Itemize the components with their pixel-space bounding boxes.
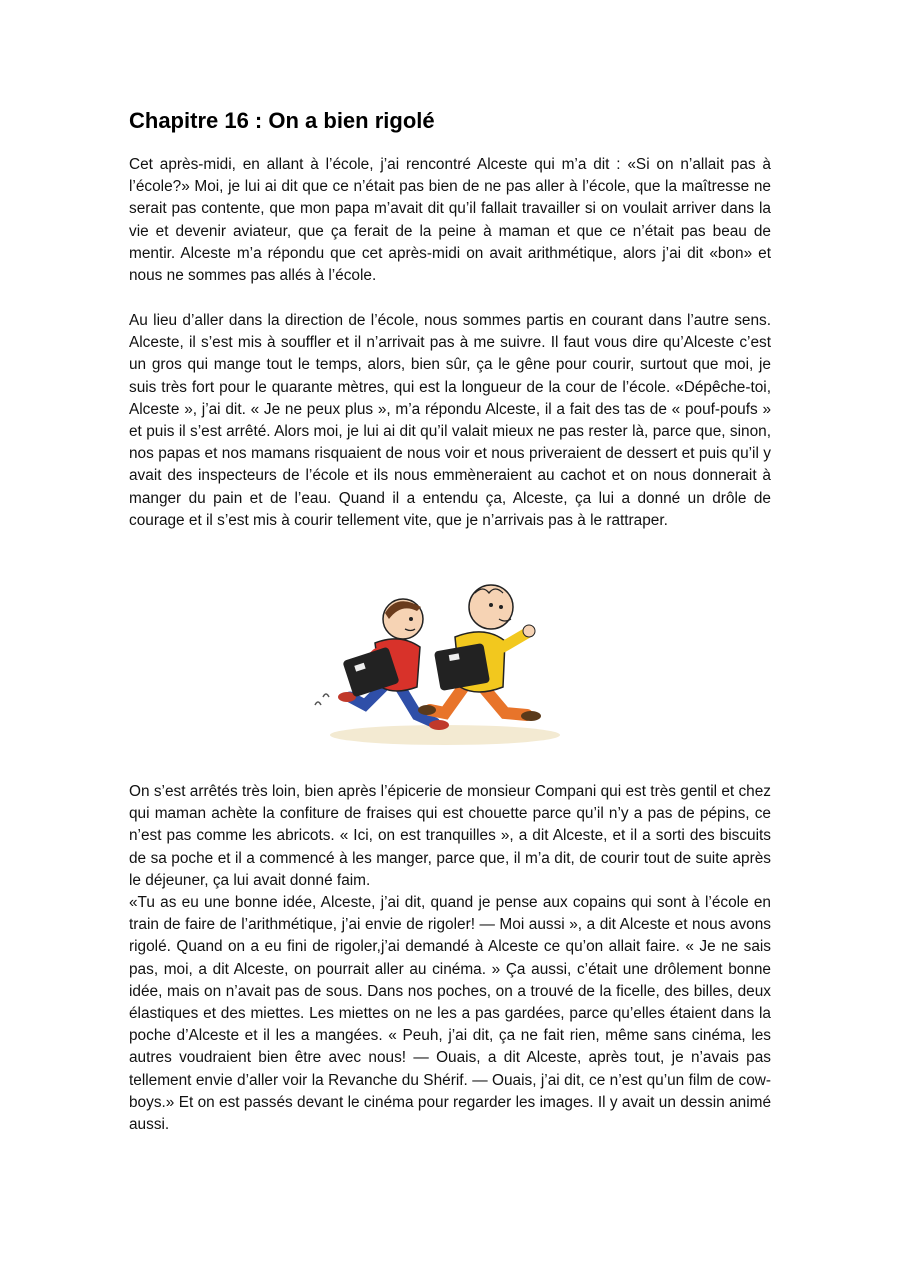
paragraph: On s’est arrêtés très loin, bien après l’épicerie de monsieur Compani qui est très gentil et chez qui maman achète la confiture de fraises qui est chouette parce qu’il n’y a pas de pépins, ce n’est pas comme les abricots. « Ici, on est tranquilles », a dit Alceste, et il a sorti des biscuits de sa poche et il a commencé à les manger, parce que, il m’a dit, de courir tout de suite après le déjeuner, ça lui avait donné faim. (129, 783, 771, 889)
paragraph: Cet après-midi, en allant à l’école, j’ai rencontré Alceste qui m’a dit : «Si on n’allait pas à l’école?» Moi, je lui ai dit que ce n’était pas bien de ne pas aller à l’école, que la maîtresse ne serait pas contente, que mon papa m’avait dit qu’il fallait travailler si on voulait arriver dans la vie et devenir aviateur, que ça ferait de la peine à maman et que ce n’était pas beau de mentir. Alceste m’a répondu que cet après-midi on avait arithmétique, alors j’ai dit «bon» et nous ne sommes pas allés à l’école. (129, 156, 771, 285)
paragraph: Au lieu d’aller dans la direction de l’école, nous sommes partis en courant dans l’autre sens. Alceste, il s’est mis à souffler et il n’arrivait pas à me suivre. Il faut vous dire qu’Alceste c’est un gros qui mange tout le temps, alors, bien sûr, ça le gêne pour courir, surtout que moi, je suis très fort pour le quarante mètres, qui est la longueur de la cour de l’école. «Dépêche-toi, Alceste », j’ai dit. « Je ne peux plus », m’a répondu Alceste, il a fait des tas de « pouf-poufs » et puis il s’est arrêté. Alors moi, je lui ai dit qu’il valait mieux ne pas rester là, parce que, sinon, nos papas et nos mamans risquaient de nous voir et nous priveraient de dessert et puis qu’il y avait des inspecteurs de l’école et ils nous emmèneraient au cachot et on nous donnerait à manger du pain et de l’eau. Quand il a entendu ça, Alceste, ça lui a donné un drôle de courage et il s’est mis à courir tellement vite, que je n’arrivais pas à le rattraper. (129, 312, 771, 529)
two-boys-running-illustration (305, 575, 565, 750)
paragraph: «Tu as eu une bonne idée, Alceste, j’ai dit, quand je pense aux copains qui sont à l’école en train de faire de l’arithmétique, j’ai envie de rigoler! — Moi aussi », a dit Alceste et nous avons rigolé. Quand on a eu fini de rigoler,j’ai demandé à Alceste ce qu’on allait faire. « Je ne sais pas, moi, a dit Alceste, on pourrait aller au cinéma. » Ça aussi, c’était une drôlement bonne idée, mais on n’avait pas de sous. Dans nos poches, on a trouvé de la ficelle, des billes, deux élastiques et des miettes. Les miettes on ne les a pas gardées, parce qu’elles étaient dans la poche d’Alceste et il les a mangées. « Peuh, j’ai dit, ça ne fait rien, même sans cinéma, les autres voudraient bien être avec nous! — Ouais, a dit Alceste, après tout, je n’avais pas tellement envie d’aller voir la Revanche du Shérif. — Ouais, j’ai dit, ce n’est qu’un film de cow-boys.» Et on est passés devant le cinéma pour regarder les images. Il y avait un dessin animé aussi. (129, 894, 771, 1134)
chapter-title: Chapitre 16 : On a bien rigolé (129, 108, 435, 133)
